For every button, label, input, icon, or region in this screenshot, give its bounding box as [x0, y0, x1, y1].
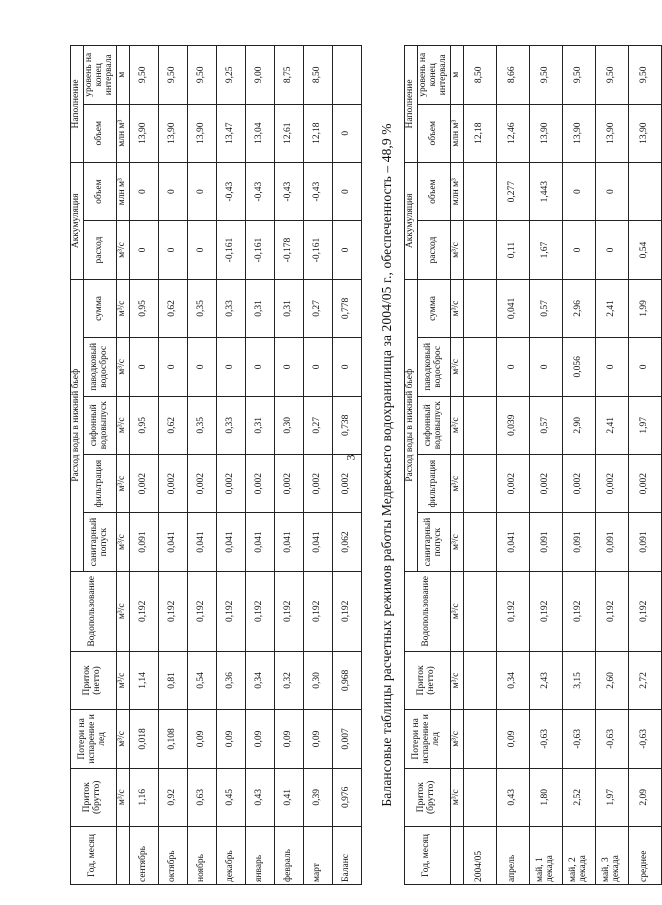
- table-cell: 0,091: [529, 513, 562, 571]
- table-cell: 9,50: [562, 46, 595, 105]
- header-year-month: Год, месяц: [71, 827, 117, 885]
- unit-cell: м³/с: [116, 279, 129, 337]
- header-fill-volume: объем: [83, 104, 116, 162]
- table-cell: [463, 396, 496, 454]
- table-cell: 0,002: [303, 454, 332, 512]
- unit-cell: м³/с: [116, 513, 129, 571]
- table-cell: 0,09: [187, 710, 216, 768]
- table-row: [595, 46, 628, 885]
- table-cell: 0,041: [496, 279, 529, 337]
- header-filtration: фильтрация: [417, 454, 450, 512]
- header-fill-volume: объем: [417, 104, 450, 162]
- header-acc-volume: объем: [83, 162, 116, 220]
- table-row: [628, 46, 661, 885]
- table-cell: 0,002: [332, 454, 361, 512]
- table-cell: 0: [129, 338, 158, 396]
- table-cell: -0,161: [216, 221, 245, 279]
- table-cell: 0: [129, 162, 158, 220]
- table-2-body: [463, 46, 661, 885]
- header-sanitary: санитарный попуск: [83, 513, 116, 571]
- table-cell: -0,43: [216, 162, 245, 220]
- table-cell: 8,75: [274, 46, 303, 105]
- table-row: [562, 46, 595, 885]
- unit-cell: м³/с: [450, 338, 463, 396]
- table-cell: 8,66: [496, 46, 529, 105]
- table-cell: 0,091: [595, 513, 628, 571]
- unit-cell: м³/с: [450, 768, 463, 826]
- table-cell: 1,14: [129, 651, 158, 709]
- table-cell: 0,062: [332, 513, 361, 571]
- table-cell: 1,97: [628, 396, 661, 454]
- table-cell: 3,15: [562, 651, 595, 709]
- table-cell: [628, 162, 661, 220]
- row-label: апрель: [496, 827, 529, 885]
- table-cell: 1,97: [595, 768, 628, 826]
- table-cell: 0,35: [187, 279, 216, 337]
- table-cell: 0,09: [216, 710, 245, 768]
- table-cell: 13,04: [245, 104, 274, 162]
- table-cell: 0,33: [216, 396, 245, 454]
- table-cell: 0,041: [158, 513, 187, 571]
- table-cell: -0,43: [245, 162, 274, 220]
- table-row: [245, 46, 274, 885]
- row-label: январь: [245, 827, 274, 885]
- table-cell: 0,002: [496, 454, 529, 512]
- table-cell: 0,976: [332, 768, 361, 826]
- table-cell: 0,95: [129, 279, 158, 337]
- table-cell: -0,63: [529, 710, 562, 768]
- table-cell: 1,80: [529, 768, 562, 826]
- unit-cell: млн м³: [116, 162, 129, 220]
- header-year-month: Год, месяц: [404, 827, 450, 885]
- table-cell: 0,007: [332, 710, 361, 768]
- table-cell: [463, 454, 496, 512]
- table-cell: -0,63: [628, 710, 661, 768]
- row-label: Баланс: [332, 827, 361, 885]
- table-cell: 0,36: [216, 651, 245, 709]
- header-siphon: сифонный водовыпуск: [83, 396, 116, 454]
- table-2: [404, 45, 662, 885]
- unit-cell: м³/с: [450, 651, 463, 709]
- table-cell: 13,90: [187, 104, 216, 162]
- row-label: май, 3 декада: [595, 827, 628, 885]
- table-cell: 0: [628, 338, 661, 396]
- table-cell: 0,002: [129, 454, 158, 512]
- row-label: сентябрь: [129, 827, 158, 885]
- table-cell: 12,18: [463, 104, 496, 162]
- table-cell: 0,11: [496, 221, 529, 279]
- unit-cell: м³/с: [116, 221, 129, 279]
- header-accumulation-group: Аккумуляция: [404, 162, 417, 279]
- table-cell: 2,52: [562, 768, 595, 826]
- table-cell: 0,778: [332, 279, 361, 337]
- table-row: [274, 46, 303, 885]
- unit-cell: м: [116, 46, 129, 105]
- table-cell: 2,90: [562, 396, 595, 454]
- unit-cell: м³/с: [450, 221, 463, 279]
- row-label: среднее: [628, 827, 661, 885]
- table-cell: -0,43: [274, 162, 303, 220]
- table-row: [303, 46, 332, 885]
- table-cell: 0,002: [595, 454, 628, 512]
- header-filling-group: Наполнение: [71, 46, 84, 163]
- table-cell: 0,041: [245, 513, 274, 571]
- unit-cell: м³/с: [450, 279, 463, 337]
- units-row: [450, 46, 463, 885]
- unit-cell: м³/с: [116, 768, 129, 826]
- table-cell: 2,41: [595, 396, 628, 454]
- table-cell: 12,61: [274, 104, 303, 162]
- table-cell: 0,192: [628, 571, 661, 651]
- table-cell: 0: [332, 338, 361, 396]
- table-2-title: Балансовые таблицы расчетных режимов работы Медвежьего водохранилища за 2004/05 г., обеспеченность – 48,9 %: [378, 123, 394, 807]
- table-cell: 0: [332, 162, 361, 220]
- table-cell: 0,54: [187, 651, 216, 709]
- table-row: [496, 46, 529, 885]
- header-filling-group: Наполнение: [404, 46, 417, 163]
- table-cell: -0,161: [303, 221, 332, 279]
- header-sum: сумма: [417, 279, 450, 337]
- unit-cell: млн м³: [450, 162, 463, 220]
- table-cell: 0,09: [274, 710, 303, 768]
- table-cell: 0,018: [129, 710, 158, 768]
- table-cell: 0,108: [158, 710, 187, 768]
- row-label: май, 1 декада: [529, 827, 562, 885]
- table-cell: 0,002: [562, 454, 595, 512]
- table-cell: 0,041: [274, 513, 303, 571]
- table-cell: 0,95: [129, 396, 158, 454]
- table-cell: [463, 710, 496, 768]
- header-accumulation-group: Аккумуляция: [71, 162, 84, 279]
- table-cell: 0,091: [562, 513, 595, 571]
- row-label: май, 2 декада: [562, 827, 595, 885]
- table-row: [216, 46, 245, 885]
- table-cell: 9,50: [129, 46, 158, 105]
- rotated-content: [70, 45, 662, 885]
- table-cell: 0,41: [274, 768, 303, 826]
- table-cell: 0: [216, 338, 245, 396]
- units-row: [116, 46, 129, 885]
- table-cell: 0,091: [129, 513, 158, 571]
- table-cell: 0,62: [158, 396, 187, 454]
- header-losses: Потери на испарение и лед: [71, 710, 117, 768]
- row-label: декабрь: [216, 827, 245, 885]
- table-cell: 0: [332, 221, 361, 279]
- table-cell: 0,192: [245, 571, 274, 651]
- table-cell: 0,192: [496, 571, 529, 651]
- table-row: [463, 46, 496, 885]
- table-cell: [463, 768, 496, 826]
- table-cell: 0,039: [496, 396, 529, 454]
- header-siphon: сифонный водовыпуск: [417, 396, 450, 454]
- table-cell: 0,968: [332, 651, 361, 709]
- table-cell: 1,16: [129, 768, 158, 826]
- table-cell: -0,63: [562, 710, 595, 768]
- header-acc-flow: расход: [417, 221, 450, 279]
- unit-cell: м³/с: [450, 454, 463, 512]
- table-cell: 0,81: [158, 651, 187, 709]
- header-downstream-group: Расход воды в нижний бьеф: [71, 279, 84, 571]
- header-inflow-gross: Приток (брутто): [404, 768, 450, 826]
- header-flood: паводковый водосброс: [417, 338, 450, 396]
- table-cell: 0,57: [529, 396, 562, 454]
- table-cell: 12,18: [303, 104, 332, 162]
- table-cell: 0,63: [187, 768, 216, 826]
- header-water-use: Водопользование: [71, 571, 117, 651]
- table-cell: 0,30: [303, 651, 332, 709]
- table-cell: 0,43: [245, 768, 274, 826]
- table-cell: 13,90: [562, 104, 595, 162]
- table-cell: 0,45: [216, 768, 245, 826]
- table-cell: 0,002: [529, 454, 562, 512]
- table-cell: 13,90: [529, 104, 562, 162]
- table-cell: 0,192: [158, 571, 187, 651]
- table-cell: 8,50: [303, 46, 332, 105]
- header-inflow-net: Приток (нетто): [71, 651, 117, 709]
- table-cell: 0,192: [595, 571, 628, 651]
- table-row: [158, 46, 187, 885]
- table-cell: 0,27: [303, 279, 332, 337]
- table-cell: 0,002: [187, 454, 216, 512]
- table-cell: 0: [529, 338, 562, 396]
- unit-cell: м³/с: [450, 513, 463, 571]
- table-cell: 0,31: [245, 396, 274, 454]
- table-cell: 0: [303, 338, 332, 396]
- table-cell: 13,47: [216, 104, 245, 162]
- header-acc-flow: расход: [83, 221, 116, 279]
- table-cell: 0,002: [628, 454, 661, 512]
- table-row: [129, 46, 158, 885]
- unit-cell: м: [450, 46, 463, 105]
- unit-cell: млн м³: [116, 104, 129, 162]
- table-cell: [463, 279, 496, 337]
- header-losses: Потери на испарение и лед: [404, 710, 450, 768]
- table-cell: 0: [274, 338, 303, 396]
- table-cell: [463, 162, 496, 220]
- table-cell: 12,46: [496, 104, 529, 162]
- header-acc-volume: объем: [417, 162, 450, 220]
- table-cell: 0: [129, 221, 158, 279]
- table-cell: 2,96: [562, 279, 595, 337]
- table-cell: 0,277: [496, 162, 529, 220]
- unit-cell: м³/с: [116, 710, 129, 768]
- table-row: [187, 46, 216, 885]
- table-cell: 0,192: [129, 571, 158, 651]
- unit-cell: м³/с: [450, 710, 463, 768]
- unit-cell: м³/с: [450, 396, 463, 454]
- table-cell: 0,62: [158, 279, 187, 337]
- table-cell: 9,00: [245, 46, 274, 105]
- unit-cell: [116, 827, 129, 885]
- table-cell: 0: [158, 338, 187, 396]
- unit-cell: [450, 827, 463, 885]
- table-cell: 0: [187, 162, 216, 220]
- header-downstream-group: Расход воды в нижний бьеф: [404, 279, 417, 571]
- table-cell: 9,50: [158, 46, 187, 105]
- table-cell: 9,50: [628, 46, 661, 105]
- table-cell: 0,041: [187, 513, 216, 571]
- table-cell: 0,192: [529, 571, 562, 651]
- table-cell: 0,041: [216, 513, 245, 571]
- table-cell: 0: [595, 162, 628, 220]
- table-cell: 0,09: [245, 710, 274, 768]
- table-1-body: [129, 46, 361, 885]
- table-cell: 2,09: [628, 768, 661, 826]
- header-inflow-net: Приток (нетто): [404, 651, 450, 709]
- table-cell: [463, 571, 496, 651]
- row-label: февраль: [274, 827, 303, 885]
- table-cell: 0,192: [562, 571, 595, 651]
- table-cell: 9,50: [595, 46, 628, 105]
- table-cell: 0: [158, 221, 187, 279]
- table-cell: 1,443: [529, 162, 562, 220]
- unit-cell: м³/с: [450, 571, 463, 651]
- table-cell: 1,99: [628, 279, 661, 337]
- table-cell: 0,31: [274, 279, 303, 337]
- table-cell: -0,63: [595, 710, 628, 768]
- table-1: [70, 45, 362, 885]
- table-cell: -0,161: [245, 221, 274, 279]
- unit-cell: м³/с: [116, 338, 129, 396]
- table-cell: 13,90: [158, 104, 187, 162]
- table-cell: 2,72: [628, 651, 661, 709]
- table-cell: 0: [562, 221, 595, 279]
- table-cell: 0: [245, 338, 274, 396]
- table-cell: [463, 513, 496, 571]
- table-cell: -0,178: [274, 221, 303, 279]
- table-cell: 0,92: [158, 768, 187, 826]
- table-cell: 0,31: [245, 279, 274, 337]
- table-cell: 0,09: [303, 710, 332, 768]
- table-cell: 0,34: [245, 651, 274, 709]
- table-cell: 0,002: [245, 454, 274, 512]
- table-row: [529, 46, 562, 885]
- table-cell: 0,32: [274, 651, 303, 709]
- unit-cell: м³/с: [116, 454, 129, 512]
- table-cell: 13,90: [628, 104, 661, 162]
- unit-cell: м³/с: [116, 571, 129, 651]
- table-cell: 0,35: [187, 396, 216, 454]
- table-cell: 0: [595, 338, 628, 396]
- table-cell: 9,25: [216, 46, 245, 105]
- table-cell: 0: [562, 162, 595, 220]
- table-cell: 2,60: [595, 651, 628, 709]
- header-fill-level: уровень на конец интервала: [83, 46, 116, 105]
- table-cell: 0,33: [216, 279, 245, 337]
- table-cell: 0: [496, 338, 529, 396]
- table-cell: 0,091: [628, 513, 661, 571]
- table-cell: 0,09: [496, 710, 529, 768]
- header-flood: паводковый водосброс: [83, 338, 116, 396]
- table-cell: [463, 338, 496, 396]
- row-label: март: [303, 827, 332, 885]
- table-cell: 2,43: [529, 651, 562, 709]
- table-cell: 0: [595, 221, 628, 279]
- table-cell: 0,192: [274, 571, 303, 651]
- table-row: [332, 46, 361, 885]
- table-cell: 0,002: [158, 454, 187, 512]
- table-cell: 0,54: [628, 221, 661, 279]
- header-inflow-gross: Приток (брутто): [71, 768, 117, 826]
- table-cell: [463, 651, 496, 709]
- table-cell: 0: [158, 162, 187, 220]
- header-filtration: фильтрация: [83, 454, 116, 512]
- row-label: октябрь: [158, 827, 187, 885]
- table-cell: [463, 221, 496, 279]
- table-cell: 0: [187, 338, 216, 396]
- table-cell: 0,39: [303, 768, 332, 826]
- table-cell: 0,57: [529, 279, 562, 337]
- table-cell: -0,43: [303, 162, 332, 220]
- table-cell: 13,90: [129, 104, 158, 162]
- row-label: 2004/05: [463, 827, 496, 885]
- table-cell: 9,50: [187, 46, 216, 105]
- table-cell: 13,90: [595, 104, 628, 162]
- table-cell: 0,27: [303, 396, 332, 454]
- table-cell: 0,738: [332, 396, 361, 454]
- table-cell: [332, 46, 361, 105]
- table-cell: 8,50: [463, 46, 496, 105]
- table-cell: 0,041: [303, 513, 332, 571]
- table-cell: 0: [332, 104, 361, 162]
- page-number: 3: [343, 454, 358, 461]
- table-cell: 0,30: [274, 396, 303, 454]
- table-cell: 2,41: [595, 279, 628, 337]
- header-sum: сумма: [83, 279, 116, 337]
- unit-cell: м³/с: [116, 651, 129, 709]
- unit-cell: млн м³: [450, 104, 463, 162]
- unit-cell: м³/с: [116, 396, 129, 454]
- table-cell: 0,002: [216, 454, 245, 512]
- table-cell: 0,192: [303, 571, 332, 651]
- row-label: ноябрь: [187, 827, 216, 885]
- table-cell: 0,002: [274, 454, 303, 512]
- table-cell: 0,34: [496, 651, 529, 709]
- table-cell: 0,192: [216, 571, 245, 651]
- header-water-use: Водопользование: [404, 571, 450, 651]
- table-cell: 0,192: [332, 571, 361, 651]
- table-cell: 1,67: [529, 221, 562, 279]
- table-cell: 0: [187, 221, 216, 279]
- header-sanitary: санитарный попуск: [417, 513, 450, 571]
- table-cell: 0,041: [496, 513, 529, 571]
- table-cell: 0,056: [562, 338, 595, 396]
- table-cell: 0,192: [187, 571, 216, 651]
- table-cell: 0,43: [496, 768, 529, 826]
- table-cell: 9,50: [529, 46, 562, 105]
- header-fill-level: уровень на конец интервала: [417, 46, 450, 105]
